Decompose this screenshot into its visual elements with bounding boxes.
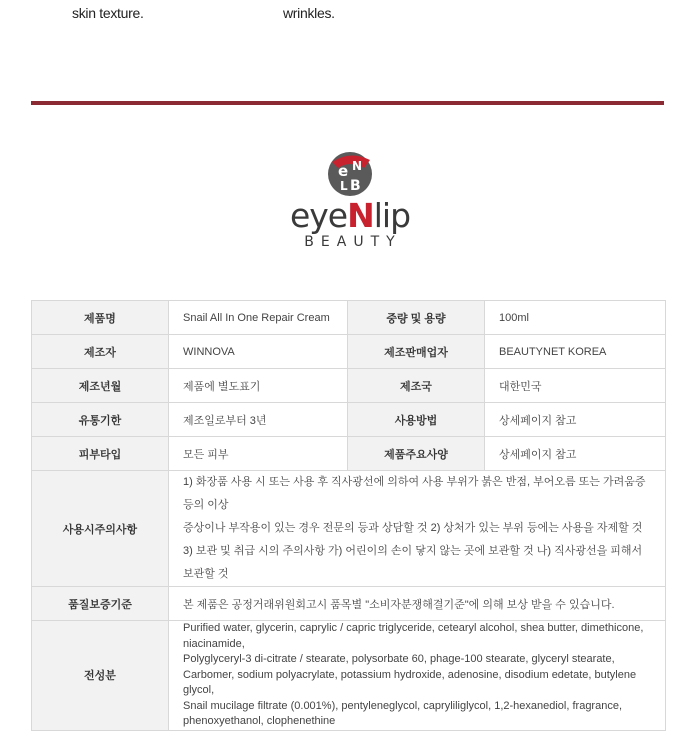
caution-line: 증상이나 부작용이 있는 경우 전문의 등과 상담할 것 2) 상처가 있는 부위 등에는 사용을 자제할 것 (183, 522, 643, 534)
table-row (32, 335, 666, 369)
brand-mark-icon (280, 148, 420, 198)
table-row (32, 369, 666, 403)
top-text-right: wrinkles. (283, 5, 335, 21)
country-label: 제조국 (348, 369, 485, 403)
table-row (32, 587, 666, 621)
product-name-label: 제품명 (32, 301, 169, 335)
table-row (32, 403, 666, 437)
table-row (32, 437, 666, 471)
country-value: 대한민국 (485, 369, 666, 403)
volume-value: 100ml (485, 301, 666, 335)
logo-wordmark (280, 196, 420, 235)
maker-value: WINNOVA (169, 335, 348, 369)
caution-line: 1) 화장품 사용 시 또는 사용 후 직사광선에 의하여 사용 부위가 붉은 반점, 부어오름 또는 가려움증 등의 이상 (183, 476, 646, 511)
mfg-date-label: 제조년월 (32, 369, 169, 403)
svg-text:B: B (350, 178, 361, 194)
product-name-value: Snail All In One Repair Cream (169, 301, 348, 335)
volume-label: 중량 및 용량 (348, 301, 485, 335)
table-row (32, 471, 666, 587)
notes-label: 제품주요사양 (348, 437, 485, 471)
logo-word-n: N (347, 196, 374, 235)
table-row (32, 301, 666, 335)
ingredients-line: Purified water, glycerin, caprylic / capric triglyceride, cetearyl alcohol, shea butter, dimethicone, niacinamide, (183, 622, 644, 650)
mfg-date-value: 제품에 별도표기 (169, 369, 348, 403)
skin-type-value: 모든 피부 (169, 437, 348, 471)
svg-text:e: e (338, 162, 349, 180)
ingredients-line: phenoxyethanol, clophenethine (183, 715, 336, 727)
seller-label: 제조판매업자 (348, 335, 485, 369)
svg-text:N: N (352, 159, 363, 173)
quality-label: 품질보증기준 (32, 587, 169, 621)
table-row (32, 621, 666, 731)
logo-subtitle: BEAUTY (304, 234, 402, 250)
product-info-table (31, 300, 666, 731)
brand-logo (280, 148, 420, 258)
ingredients-line: Polyglyceryl-3 di-citrate / stearate, polysorbate 60, phage-100 stearate, glyceryl stearate, (183, 653, 615, 665)
expiry-value: 제조일로부터 3년 (169, 403, 348, 437)
skin-type-label: 피부타입 (32, 437, 169, 471)
top-text-strip (0, 0, 700, 30)
caution-value (169, 471, 666, 587)
ingredients-line: Carbomer, sodium polyacrylate, potassium hydroxide, adenosine, disodium edetate, butylene glycol, (183, 668, 637, 696)
top-text-left: skin texture. (72, 5, 144, 21)
ingredients-line: Snail mucilage filtrate (0.001%), pentyleneglycol, capryliliglycol, 1,2-hexanediol, fragrance, (183, 699, 623, 712)
seller-value: BEAUTYNET KOREA (485, 335, 666, 369)
ingredients-value (169, 621, 666, 731)
logo-word-pre: eye (289, 196, 348, 235)
usage-label: 사용방법 (348, 403, 485, 437)
notes-value: 상세페이지 참고 (485, 437, 666, 471)
expiry-label: 유통기한 (32, 403, 169, 437)
quality-value: 본 제품은 공정거래위원회고시 품목별 "소비자분쟁해결기준"에 의해 보상 받을 수 있습니다. (169, 587, 666, 621)
svg-text:L: L (340, 179, 348, 193)
ingredients-label: 전성분 (32, 621, 169, 731)
caution-label: 사용시주의사항 (32, 471, 169, 587)
caution-line: 3) 보관 및 취급 시의 주의사항 가) 어린이의 손이 닿지 않는 곳에 보관할 것 나) 직사광선을 피해서 보관할 것 (183, 545, 643, 580)
usage-value: 상세페이지 참고 (485, 403, 666, 437)
section-divider (31, 101, 664, 105)
logo-word-post: lip (373, 196, 411, 235)
maker-label: 제조자 (32, 335, 169, 369)
